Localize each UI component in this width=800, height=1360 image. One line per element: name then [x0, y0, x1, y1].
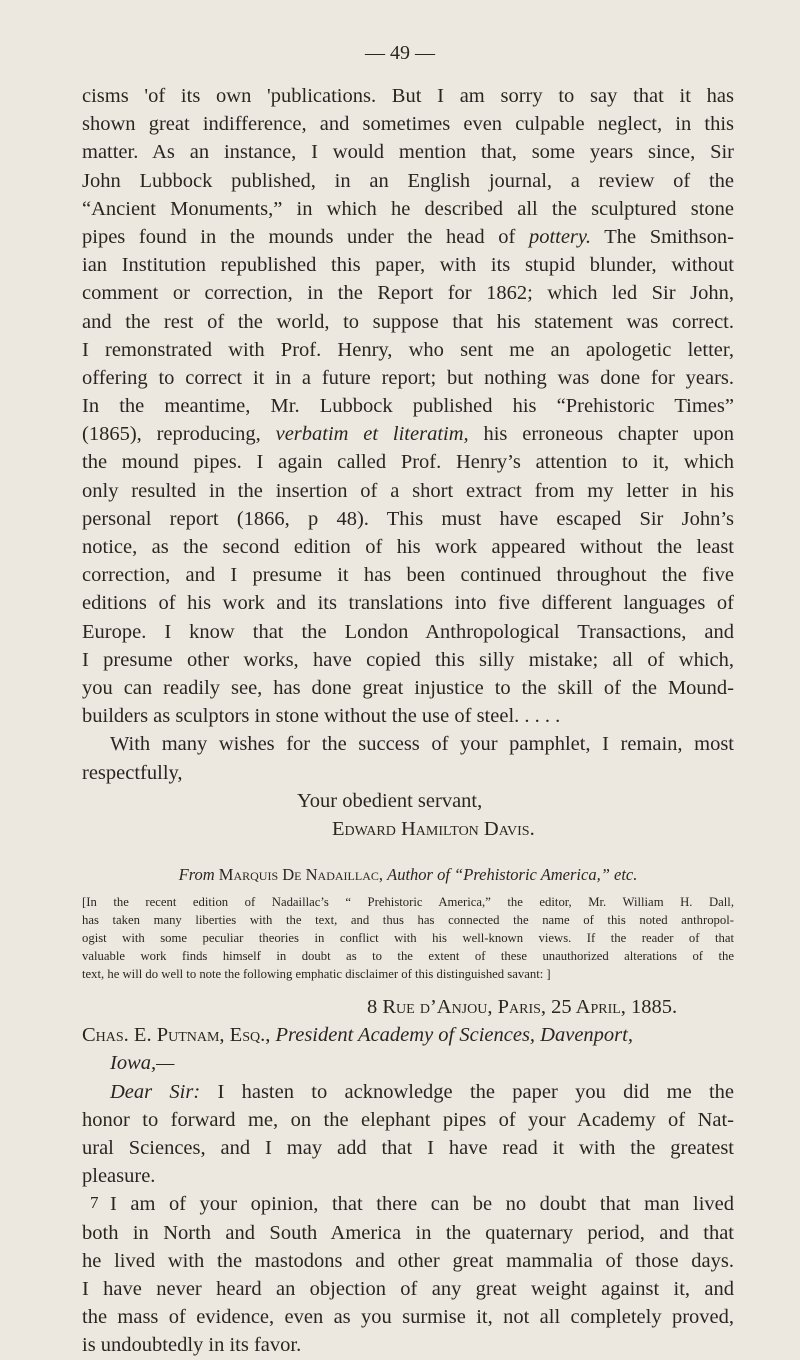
text-line: (1865), reproducing, verbatim et literatim, his erroneous chapter upon [82, 423, 735, 446]
text-line: the mass of evidence, even as you surmise it, not all completely proved, [82, 1306, 734, 1329]
text-line: shown great indifference, and sometimes even culpable neglect, in this [82, 113, 734, 136]
text-line: you can readily see, has done great injustice to the skill of the Mound- [82, 676, 734, 699]
text-line: John Lubbock published, in an English journal, a review of the [82, 169, 734, 192]
recipient-line: Chas. E. Putnam, Esq., President Academy of Sciences, Davenport, [82, 1024, 633, 1047]
text-line: correction, and I presume it has been continued throughout the five [82, 564, 734, 587]
editor-note-line: [In the recent edition of Nadaillac’s “ Prehistoric America,” the editor, Mr. William H. Dall, [82, 895, 734, 910]
text-line: is undoubtedly in its favor. [82, 1334, 302, 1357]
text-line: “Ancient Monuments,” in which he described all the sculptured stone [82, 197, 734, 220]
text-line: pleasure. [82, 1165, 156, 1188]
text-line: he lived with the mastodons and other great mammalia of those days. [82, 1249, 734, 1272]
text-line: I remonstrated with Prof. Henry, who sent me an apologetic letter, [82, 338, 734, 361]
emphasis-verbatim: verbatim et literatim, [275, 423, 469, 446]
text-line: With many wishes for the success of your pamphlet, I remain, most [110, 733, 734, 756]
emphasis-pottery: pottery. [528, 225, 591, 248]
text-line: comment or correction, in the Report for 1862; which led Sir John, [82, 282, 734, 305]
text-line: I presume other works, have copied this silly mistake; all of which, [82, 648, 734, 671]
text-line: I have never heard an objection of any great weight against it, and [82, 1277, 734, 1300]
text-line: I am of your opinion, that there can be no doubt that man lived [110, 1193, 734, 1216]
editor-note-line: text, he will do well to note the following emphatic disclaimer of this distinguished savant: ] [82, 967, 551, 982]
recipient-place: Iowa,— [110, 1052, 175, 1075]
page-number: — 49 — [365, 42, 435, 64]
text-line: matter. As an instance, I would mention that, some years since, Sir [82, 141, 734, 164]
text-line: pipes found in the mounds under the head of pottery. The Smithson- [82, 225, 734, 248]
text-line: personal report (1866, p 48). This must have escaped Sir John’s [82, 507, 734, 530]
text-line: Dear Sir: I hasten to acknowledge the paper you did me the [110, 1080, 734, 1103]
text-line: notice, as the second edition of his work appeared without the least [82, 536, 734, 558]
text-line: honor to forward me, on the elephant pipes of your Academy of Nat- [82, 1108, 734, 1131]
text-line: Europe. I know that the London Anthropological Transactions, and [82, 620, 734, 643]
signature: Edward Hamilton Davis. [332, 817, 535, 840]
text-line: the mound pipes. I again called Prof. Henry’s attention to it, which [82, 451, 734, 474]
editor-note-line: has taken many liberties with the text, and thus has connected the name of this noted anthropol- [82, 913, 734, 928]
page-body [82, 82, 734, 1360]
text-line: cisms 'of its own 'publications. But I am sorry to say that it has [82, 85, 734, 107]
editor-note-line: valuable work finds himself in doubt as to the extent of these unauthorized alterations of the [82, 949, 734, 964]
text-line: respectfully, [82, 761, 183, 784]
text-line: offering to correct it in a future report; but nothing was done for years. [82, 366, 734, 389]
text-line: only resulted in the insertion of a short extract from my letter in his [82, 479, 734, 502]
section-heading: From Marquis De Nadaillac, Author of “Prehistoric America,” etc. [178, 865, 638, 885]
editor-note-line: ogist with some peculiar theories in conflict with his well-known views. If the reader of that [82, 931, 734, 946]
text-line: ural Sciences, and I may add that I have read it with the greatest [82, 1137, 734, 1159]
letter-address: 8 Rue d’Anjou, Paris, 25 April, 1885. [367, 996, 678, 1019]
text-line: builders as sculptors in stone without the use of steel. . . . . [82, 705, 561, 728]
text-line: and the rest of the world, to suppose that his statement was correct. [82, 310, 734, 333]
salutation: Dear Sir: [110, 1080, 201, 1103]
text-line: ian Institution republished this paper, with its stupid blunder, without [82, 254, 734, 277]
text-line: editions of his work and its translations into five different languages of [82, 592, 734, 615]
text-line: In the meantime, Mr. Lubbock published his “Prehistoric Times” [82, 395, 734, 418]
signature-mark: 7 [90, 1193, 99, 1212]
text-line: both in North and South America in the quaternary period, and that [82, 1221, 734, 1244]
closing-line: Your obedient servant, [297, 789, 483, 812]
